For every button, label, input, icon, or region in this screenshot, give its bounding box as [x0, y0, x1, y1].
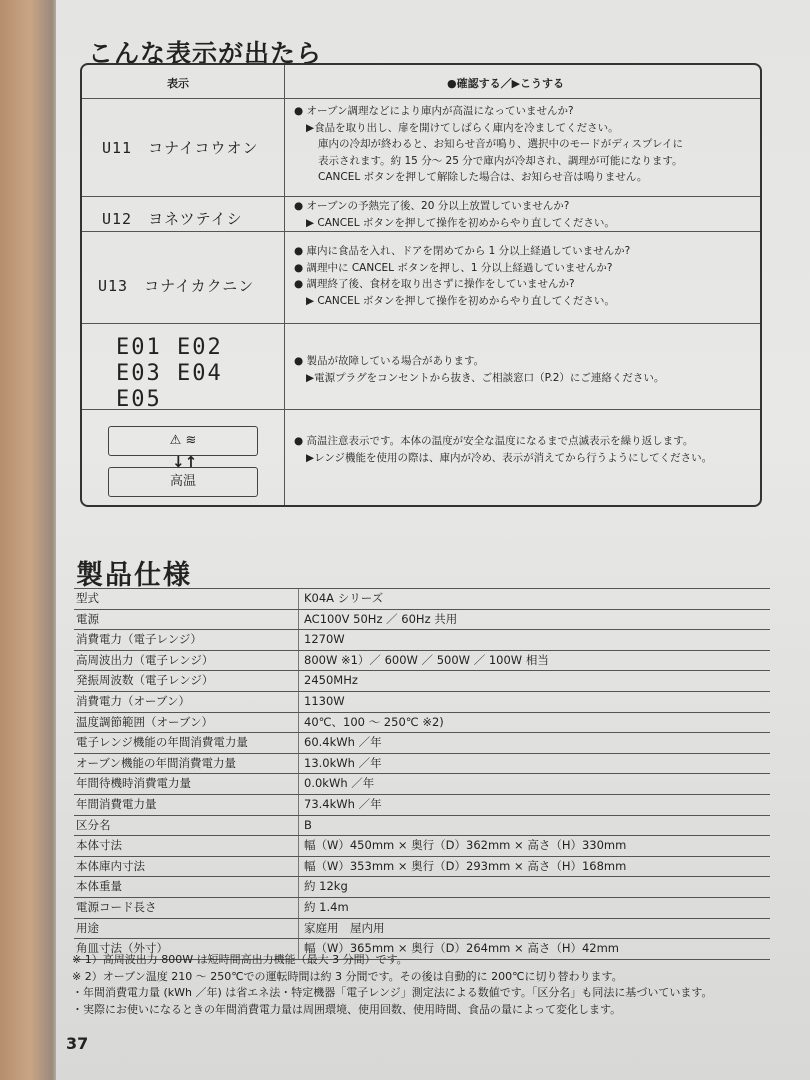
spec-value: 60.4kWh ／年 [304, 735, 382, 750]
spec-label: 消費電力（電子レンジ） [76, 632, 202, 647]
spec-value: 40℃、100 ～ 250℃ ※2) [304, 714, 444, 729]
error-code-line: E05 [116, 387, 162, 412]
spec-row [74, 732, 770, 753]
spec-value: 幅（W）365mm × 奥行（D）264mm × 高さ（H）42mm [304, 941, 620, 956]
spec-row [74, 897, 770, 918]
column-divider [298, 857, 299, 877]
spec-label: 年間待機時消費電力量 [76, 776, 191, 791]
message-line: ● 調理終了後、食材を取り出さずに操作をしていませんか? [294, 278, 575, 290]
hot-label: 高温 [169, 474, 196, 489]
message-line: ● 庫内に食品を入れ、ドアを閉めてから 1 分以上経過していませんか? [294, 245, 631, 257]
spec-value: 13.0kWh ／年 [304, 755, 382, 770]
row-error-message [294, 353, 664, 386]
spec-label: 本体重量 [76, 879, 122, 894]
hot-warning-icon: ⚠ ≋ [169, 433, 197, 448]
column-divider [298, 610, 299, 630]
spec-row [74, 753, 770, 774]
message-line: ● 製品が故障している場合があります。 [294, 355, 485, 367]
spec-label: 電源 [76, 611, 99, 626]
code-u11: U11 コナイコウオン [102, 139, 259, 157]
alternate-arrows-icon: ↓↑ [172, 453, 198, 471]
column-divider [284, 65, 285, 505]
display-table [80, 63, 762, 507]
column-divider [298, 651, 299, 671]
column-divider [298, 816, 299, 836]
column-divider [298, 630, 299, 650]
spec-label: 本体寸法 [76, 838, 122, 853]
message-line: ● 調理中に CANCEL ボタンを押し、1 分以上経過していませんか? [294, 261, 613, 274]
page-number: 37 [66, 1034, 89, 1053]
row-divider [82, 231, 760, 232]
message-line: ▶電源プラグをコンセントから抜き、ご相談窓口（P.2）にご連絡ください。 [306, 371, 665, 384]
column-divider [298, 671, 299, 691]
hot-warning-symbol-box [108, 426, 258, 456]
row-u12-message [294, 198, 615, 231]
spec-label: 角皿寸法（外寸） [76, 941, 168, 956]
spec-value: 1130W [304, 693, 345, 708]
spec-label: 型式 [76, 591, 99, 605]
column-divider [298, 713, 299, 733]
spec-label: 電子レンジ機能の年間消費電力量 [76, 735, 248, 750]
spec-row [74, 815, 770, 836]
spec-value: 2450MHz [304, 673, 358, 688]
spec-value: 0.0kWh ／年 [304, 776, 375, 791]
message-line: 表示されます。約 15 分～ 25 分で庫内が冷却され、調理が可能になります。 [318, 154, 683, 167]
row-divider [82, 98, 760, 99]
message-line: CANCEL ボタンを押して解除した場合は、お知らせ音は鳴りません。 [318, 171, 648, 183]
column-divider [298, 733, 299, 753]
spec-value: 73.4kWh ／年 [304, 796, 382, 811]
spec-row [74, 629, 770, 650]
spec-label: 年間消費電力量 [76, 796, 157, 811]
message-line: ● 高温注意表示です。本体の温度が安全な温度になるまで点滅表示を繰り返します。 [294, 435, 694, 447]
error-code-line: E01 E02 [116, 335, 223, 360]
spec-row [74, 670, 770, 691]
message-line: ▶食品を取り出し、扉を開けてしばらく庫内を冷ましてください。 [306, 121, 619, 134]
section-title: こんな表示が出たら [88, 39, 323, 68]
spec-row [74, 588, 770, 609]
spec-value: 800W ※1）／ 600W ／ 500W ／ 100W 相当 [304, 652, 549, 667]
spec-row [74, 609, 770, 630]
spec-value: K04A シリーズ [304, 591, 384, 605]
spec-value: 約 12kg [304, 879, 348, 894]
column-divider [298, 589, 299, 609]
footnote: ※ 1）高周波出力 800W は短時間高出力機能（最大 3 分間）です。 [72, 953, 408, 966]
error-code-line: E03 E04 [116, 361, 223, 386]
row-u13-message [294, 243, 630, 309]
column-divider [298, 774, 299, 794]
row-u11-message [294, 103, 683, 186]
spec-row [74, 856, 770, 877]
spec-row [74, 876, 770, 897]
column-divider [298, 836, 299, 856]
spec-label: 用途 [76, 920, 99, 935]
spec-label: 消費電力（オーブン） [76, 693, 190, 708]
message-line: 庫内の冷却が終わると、お知らせ音が鳴り、選択中のモードがディスプレイに [318, 138, 683, 150]
spec-value: 幅（W）353mm × 奥行（D）293mm × 高さ（H）168mm [304, 858, 627, 873]
footnote: ・実際にお使いになるときの年間消費電力量は周囲環境、使用回数、使用時間、食品の量によって変化します。 [72, 1002, 622, 1016]
column-divider [298, 795, 299, 815]
spec-row [74, 835, 770, 856]
footnote: ※ 2）オーブン温度 210 ～ 250℃での運転時間は約 3 分間です。その後は自動的に 200℃に切り替わります。 [72, 969, 623, 983]
spec-value: 約 1.4m [304, 899, 349, 914]
column-divider [298, 754, 299, 774]
row-hot-message [294, 433, 712, 466]
message-line: ▶ CANCEL ボタンを押して操作を初めからやり直してください。 [306, 294, 615, 307]
spec-label: オーブン機能の年間消費電力量 [76, 755, 236, 770]
error-codes [116, 335, 223, 413]
spec-title: 製品仕様 [76, 560, 192, 591]
header-display: 表示 [167, 77, 189, 90]
message-line: ▶ CANCEL ボタンを押して操作を初めからやり直してください。 [306, 216, 615, 229]
column-divider [298, 898, 299, 918]
column-divider [298, 692, 299, 712]
spec-row [74, 691, 770, 712]
spec-label: 高周波出力（電子レンジ） [76, 652, 214, 667]
spec-label: 温度調節範囲（オーブン） [76, 714, 213, 729]
spec-row [74, 650, 770, 671]
spec-row [74, 773, 770, 794]
spec-value: AC100V 50Hz ／ 60Hz 共用 [304, 611, 458, 626]
spec-label: 発振周波数（電子レンジ） [76, 673, 214, 688]
spec-value: 1270W [304, 632, 345, 647]
column-divider [298, 919, 299, 939]
spec-table [74, 588, 770, 960]
message-line: ● オーブン調理などにより庫内が高温になっていませんか? [294, 105, 574, 117]
footnote: ・年間消費電力量 (kWh ／年) は省エネ法・特定機器「電子レンジ」測定法による数値です。「区分名」も同法に基づいています。 [72, 986, 713, 999]
message-line: ● オーブンの予熱完了後、20 分以上放置していませんか? [294, 200, 570, 212]
row-divider [82, 196, 760, 197]
footnotes [72, 952, 712, 1018]
spec-value: 家庭用 屋内用 [304, 920, 385, 935]
row-divider [82, 409, 760, 410]
spec-label: 電源コード長さ [76, 899, 157, 914]
spec-row [74, 712, 770, 733]
column-divider [298, 877, 299, 897]
spec-row [74, 794, 770, 815]
row-divider [82, 323, 760, 324]
spec-label: 本体庫内寸法 [76, 858, 145, 873]
spec-label: 区分名 [76, 817, 111, 832]
hot-label-box [108, 467, 258, 497]
code-u12: U12 ヨネツテイシ [102, 210, 243, 228]
code-u13: U13 コナイカクニン [98, 277, 255, 295]
spec-value: 幅（W）450mm × 奥行（D）362mm × 高さ（H）330mm [304, 838, 627, 853]
spec-row [74, 918, 770, 939]
message-line: ▶レンジ機能を使用の際は、庫内が冷め、表示が消えてから行うようにしてください。 [306, 451, 713, 464]
header-action: ●確認する／▶こうする [447, 77, 565, 90]
spec-value: B [304, 817, 312, 832]
